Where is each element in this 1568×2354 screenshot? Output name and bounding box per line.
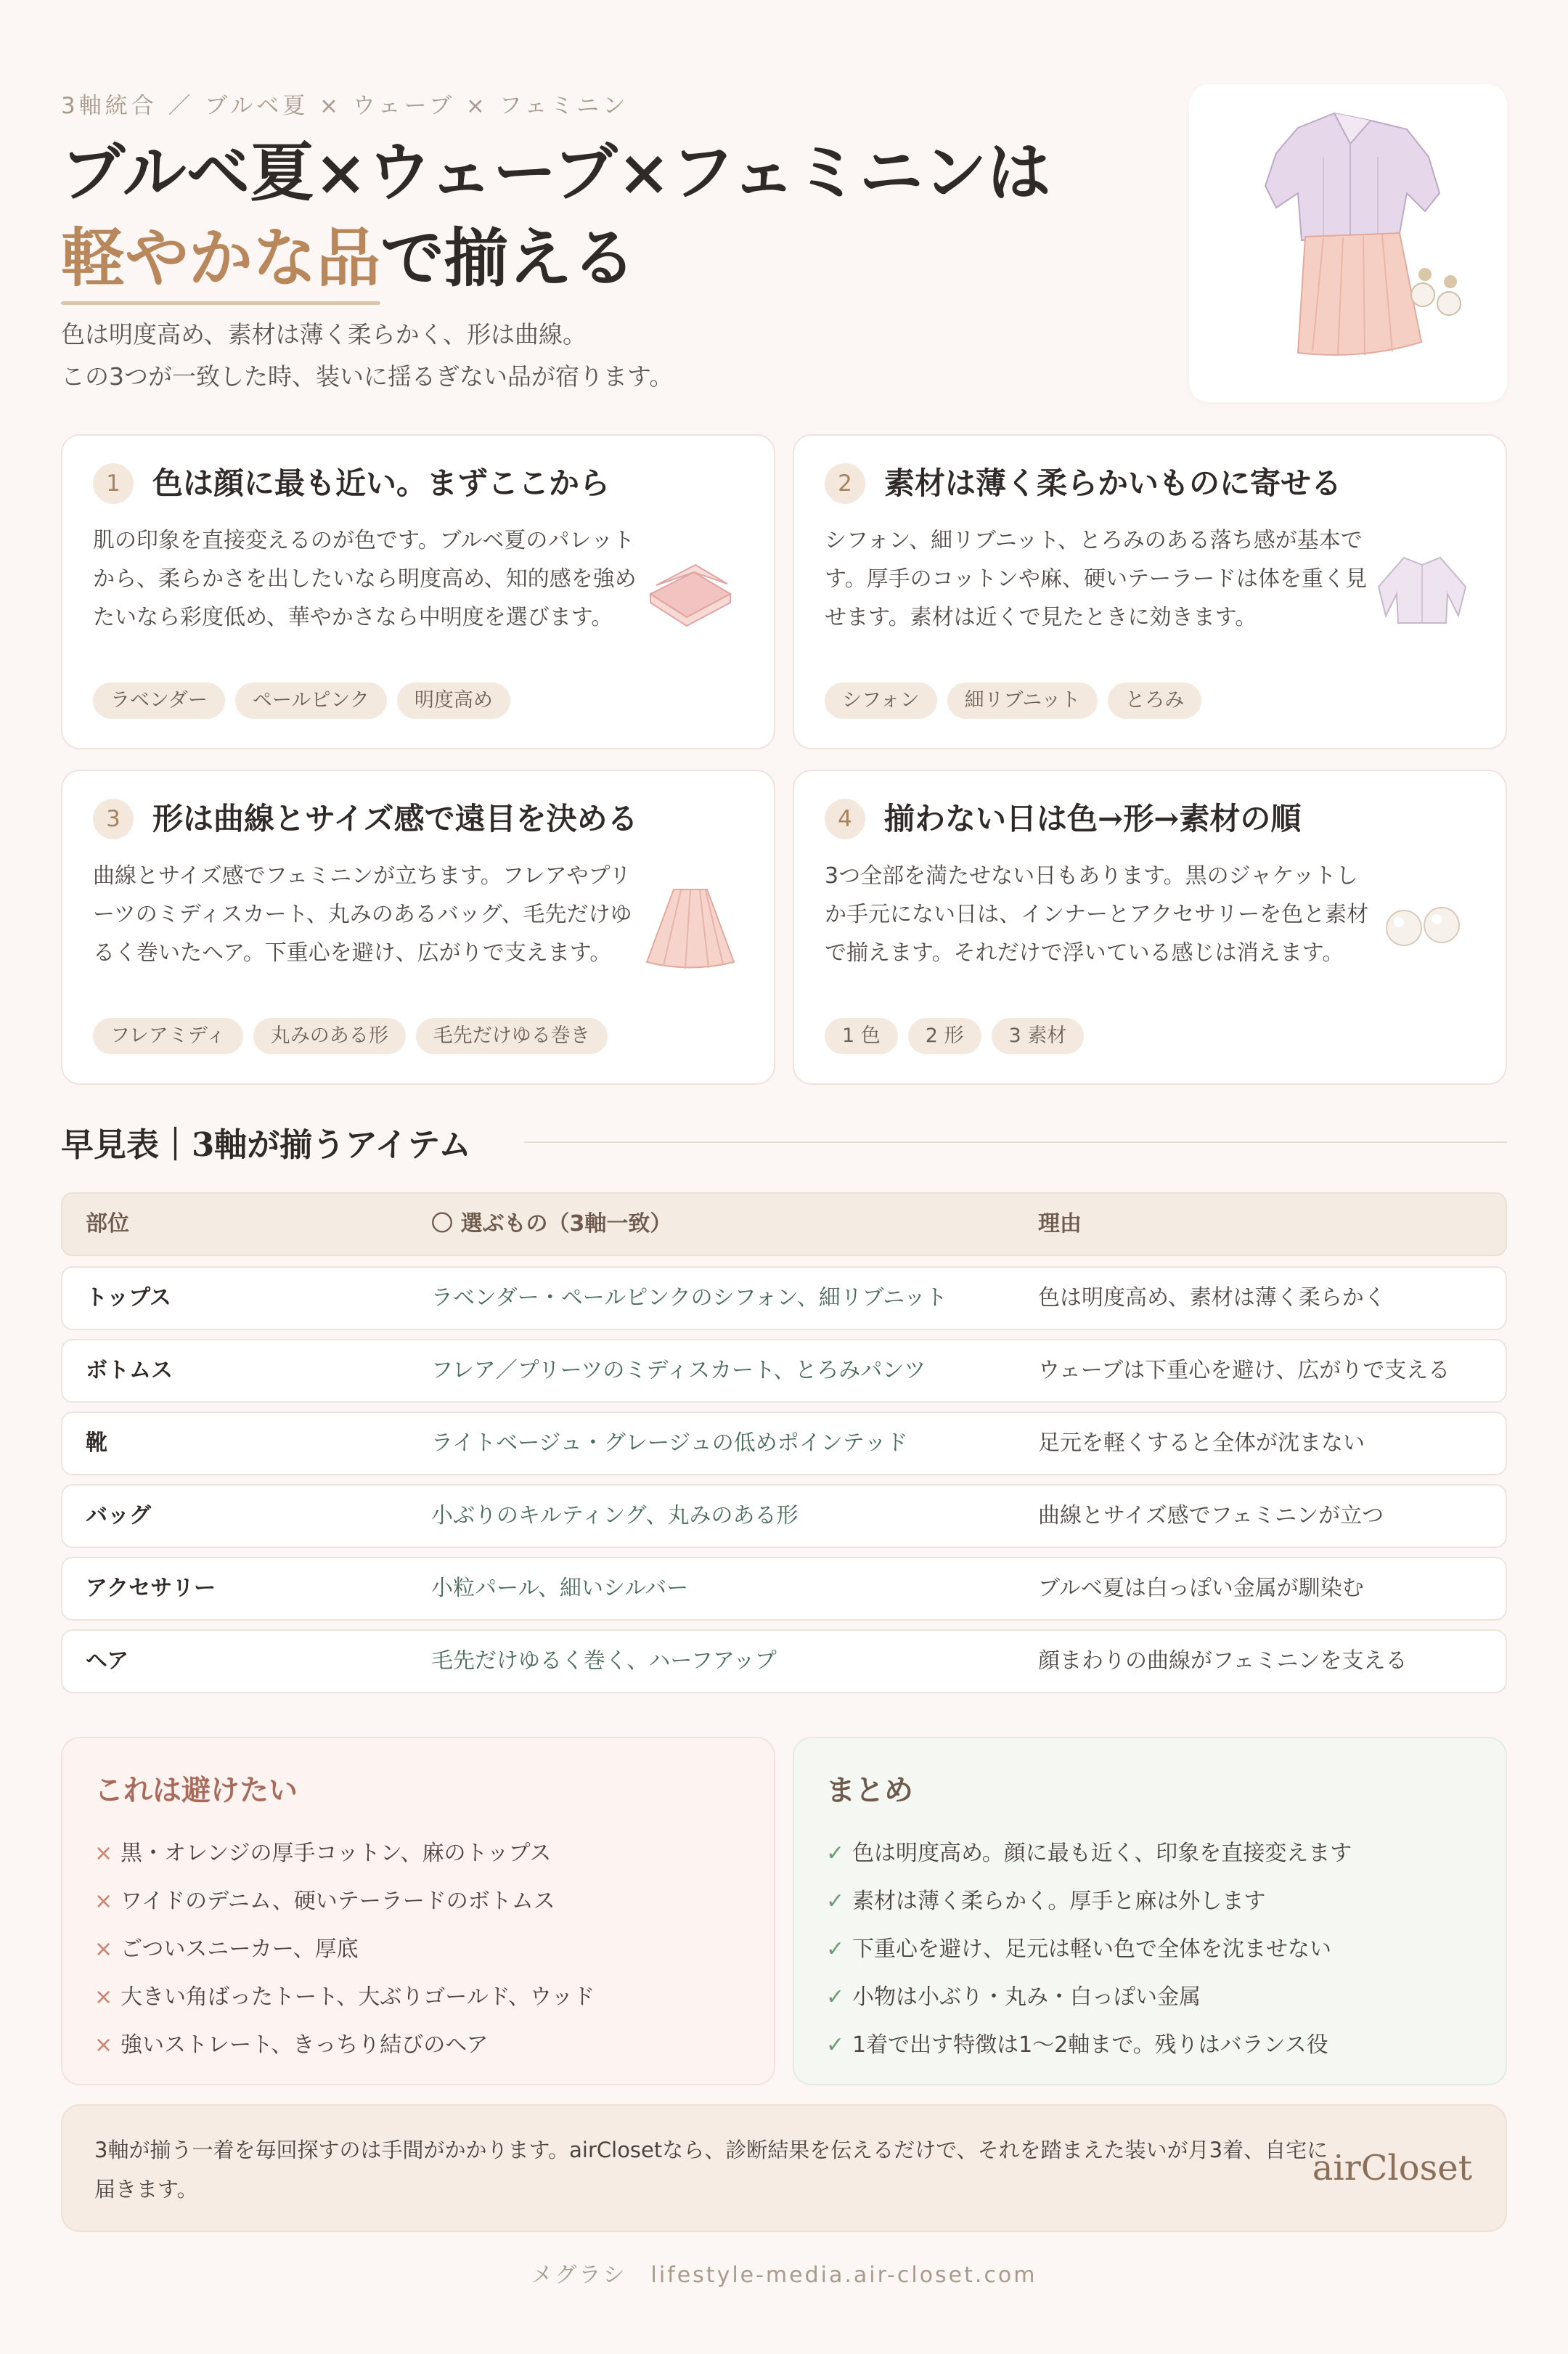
cross-icon: × — [94, 1841, 113, 1866]
lead-line-1: 色は明度高め、素材は薄く柔らかく、形は曲線。 — [61, 320, 587, 349]
list-item-text: 素材は薄く柔らかく。厚手と麻は外します — [852, 1889, 1266, 1914]
header-choice: 〇 選ぶもの（3軸一致） — [431, 1211, 672, 1237]
summary-box — [793, 1737, 1507, 2085]
card-body: シフォン、細リブニット、とろみのある落ち感が基本です。厚手のコットンや麻、硬いテーラードは体を重く見せます。素材は近くで見たときに効きます。 — [825, 528, 1367, 630]
cell-choice: ラベンダー・ペールピンクのシフォン、細リブニット — [431, 1285, 947, 1311]
cell-part: 靴 — [86, 1430, 107, 1456]
cta-banner[interactable] — [61, 2104, 1507, 2232]
tag: とろみ — [1108, 683, 1201, 719]
check-icon: ✓ — [826, 1936, 845, 1962]
list-item-text: ごついスニーカー、厚底 — [121, 1936, 359, 1962]
summary-list — [826, 1830, 1352, 2069]
blouse-icon — [1368, 536, 1477, 645]
list-item — [94, 1974, 595, 2021]
tag: 2 形 — [908, 1018, 981, 1054]
section-divider — [524, 1141, 1507, 1143]
cell-reason: 色は明度高め、素材は薄く柔らかく — [1038, 1285, 1386, 1311]
table-row — [61, 1629, 1507, 1693]
card-priority — [793, 770, 1507, 1085]
outfit-illustration-icon — [1189, 84, 1507, 402]
cell-reason: 曲線とサイズ感でフェミニンが立つ — [1038, 1503, 1384, 1528]
list-item — [826, 1830, 1352, 1878]
card-number: 1 — [93, 463, 134, 504]
cell-reason: 顔まわりの曲線がフェミニンを支える — [1038, 1648, 1408, 1674]
card-title: 色は顔に最も近い。まずここから — [152, 465, 611, 501]
card-tags — [93, 1018, 608, 1054]
list-item — [94, 1926, 595, 1974]
check-icon: ✓ — [826, 1841, 845, 1866]
title-accent: 軽やかな品 — [61, 215, 380, 301]
title-line-2 — [61, 215, 1150, 301]
list-item — [94, 1830, 595, 1878]
list-item — [826, 2021, 1352, 2069]
summary-heading: まとめ — [826, 1773, 913, 1807]
table-header — [61, 1192, 1507, 1256]
tag: シフォン — [825, 683, 937, 719]
card-title: 形は曲線とサイズ感で遠目を決める — [152, 801, 638, 836]
cell-part: アクセサリー — [86, 1576, 216, 1601]
card-tags — [825, 683, 1201, 719]
list-item-text: 下重心を避け、足元は軽い色で全体を沈ませない — [852, 1936, 1331, 1962]
check-icon: ✓ — [826, 1984, 845, 2010]
cross-icon: × — [94, 2032, 113, 2058]
card-title: 揃わない日は色→形→素材の順 — [884, 801, 1302, 836]
list-item-text: 色は明度高め。顔に最も近く、印象を直接変えます — [852, 1841, 1352, 1866]
table-row — [61, 1266, 1507, 1330]
header-reason: 理由 — [1038, 1211, 1082, 1237]
title-line-1: ブルベ夏×ウェーブ×フェミニンは — [61, 134, 1051, 210]
card-title: 素材は薄く柔らかいものに寄せる — [884, 465, 1342, 501]
section-heading: 早見表｜3軸が揃うアイテム — [61, 1125, 472, 1164]
footer-credit[interactable]: メグラシ lifestyle-media.air-closet.com — [531, 2263, 1037, 2288]
tag: 細リブニット — [947, 683, 1098, 719]
header-part: 部位 — [86, 1211, 129, 1237]
hero-illustration — [1189, 84, 1507, 402]
cross-icon: × — [94, 1889, 113, 1914]
tag: 3 素材 — [992, 1018, 1085, 1054]
check-icon: ✓ — [826, 2032, 845, 2058]
cell-choice: 小粒パール、細いシルバー — [431, 1576, 689, 1601]
title-rest: で揃える — [380, 220, 637, 296]
list-item — [94, 1878, 595, 1926]
card-shape — [61, 770, 775, 1085]
card-tags — [93, 683, 510, 719]
fabric-swatch-icon — [636, 536, 745, 645]
cta-text: 3軸が揃う一着を毎回探すのは手間がかかります。airClosetなら、診断結果を伝えるだけで、それを踏まえた装いが月3着、自宅に届きます。 — [94, 2138, 1328, 2202]
table-row — [61, 1339, 1507, 1403]
tag: 丸みのある形 — [253, 1018, 406, 1054]
card-color — [61, 434, 775, 749]
cross-icon: × — [94, 1936, 113, 1962]
page-title — [61, 129, 1150, 301]
cell-choice: 小ぶりのキルティング、丸みのある形 — [431, 1503, 799, 1528]
avoid-box — [61, 1737, 775, 2085]
card-body: 曲線とサイズ感でフェミニンが立ちます。フレアやプリーツのミディスカート、丸みのあるバッグ、毛先だけゆるく巻いたヘア。下重心を避け、広がりで支えます。 — [93, 863, 632, 966]
card-number: 4 — [825, 799, 865, 839]
cell-choice: フレア／プリーツのミディスカート、とろみパンツ — [431, 1358, 926, 1383]
kicker: 3軸統合 ／ ブルベ夏 × ウェーブ × フェミニン — [61, 93, 629, 119]
card-material — [793, 434, 1507, 749]
cell-reason: ブルベ夏は白っぽい金属が馴染む — [1038, 1576, 1364, 1601]
pleated-skirt-icon — [636, 871, 745, 980]
card-body: 肌の印象を直接変えるのが色です。ブルベ夏のパレットから、柔らかさを出したいなら明度高め、知的感を強めたいなら彩度低め、華やかさなら中明度を選びます。 — [93, 528, 637, 630]
tag: 明度高め — [397, 683, 510, 719]
cross-icon: × — [94, 1984, 113, 2010]
list-item-text: 1着で出す特徴は1〜2軸まで。残りはバランス役 — [852, 2032, 1328, 2058]
cell-part: バッグ — [86, 1503, 151, 1528]
avoid-list — [94, 1830, 595, 2069]
tag: ラベンダー — [93, 683, 225, 719]
card-number: 3 — [93, 799, 134, 839]
table-row — [61, 1412, 1507, 1475]
list-item-text: 黒・オレンジの厚手コットン、麻のトップス — [121, 1841, 552, 1866]
list-item — [826, 1974, 1352, 2021]
card-number: 2 — [825, 463, 865, 504]
tag: フレアミディ — [93, 1018, 243, 1054]
cell-choice: 毛先だけゆるく巻く、ハーフアップ — [431, 1648, 777, 1674]
check-icon: ✓ — [826, 1889, 845, 1914]
list-item — [826, 1878, 1352, 1926]
pearl-earrings-icon — [1368, 871, 1477, 980]
list-item — [94, 2021, 595, 2069]
brand-logo[interactable]: airCloset — [1312, 2148, 1472, 2188]
cell-reason: 足元を軽くすると全体が沈まない — [1038, 1430, 1365, 1456]
tag: ペールピンク — [235, 683, 387, 719]
tag: 毛先だけゆる巻き — [416, 1018, 608, 1054]
cell-part: ヘア — [86, 1648, 129, 1674]
tag: 1 色 — [825, 1018, 898, 1054]
avoid-heading: これは避けたい — [94, 1773, 298, 1807]
table-row — [61, 1557, 1507, 1621]
list-item-text: 小物は小ぶり・丸み・白っぽい金属 — [852, 1984, 1201, 2010]
card-tags — [825, 1018, 1084, 1054]
list-item — [826, 1926, 1352, 1974]
cell-reason: ウェーブは下重心を避け、広がりで支える — [1038, 1358, 1450, 1383]
card-body: 3つ全部を満たせない日もあります。黒のジャケットしか手元にない日は、インナーとアクセサリーを色と素材で揃えます。それだけで浮いている感じは消えます。 — [825, 863, 1369, 966]
list-item-text: 大きい角ばったトート、大ぶりゴールド、ウッド — [121, 1984, 595, 2010]
cell-choice: ライトベージュ・グレージュの低めポインテッド — [431, 1430, 908, 1456]
lead-line-2: この3つが一致した時、装いに揺るぎない品が宿ります。 — [61, 362, 674, 391]
table-row — [61, 1484, 1507, 1548]
list-item-text: 強いストレート、きっちり結びのヘア — [121, 2032, 489, 2058]
list-item-text: ワイドのデニム、硬いテーラードのボトムス — [121, 1889, 555, 1914]
lead-text — [61, 314, 1150, 398]
cell-part: トップス — [86, 1285, 171, 1311]
cell-part: ボトムス — [86, 1358, 173, 1383]
